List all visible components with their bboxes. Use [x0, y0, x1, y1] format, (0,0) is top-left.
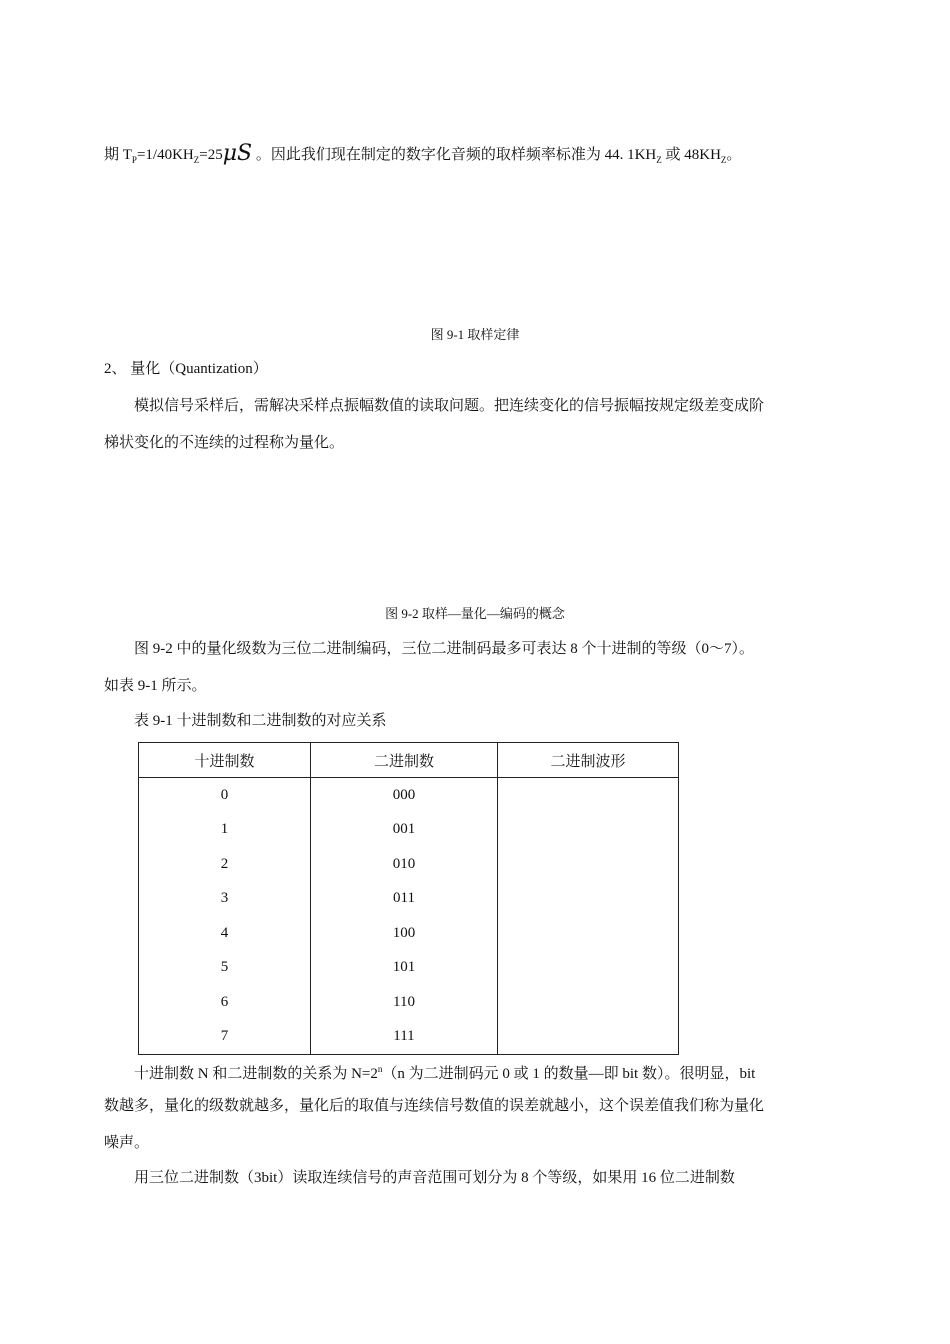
waveform-cell	[498, 985, 679, 1020]
text: 或 48KH	[661, 147, 721, 163]
levels-paragraph-line1: 图 9-2 中的量化级数为三位二进制编码，三位二进制码最多可表达 8 个十进制的等级（0～7）。	[134, 641, 754, 657]
decimal-cell: 7	[139, 1020, 311, 1055]
decimal-cell: 2	[139, 847, 311, 882]
binary-cell: 111	[311, 1020, 498, 1055]
waveform-cell	[498, 847, 679, 882]
levels-paragraph-line2: 如表 9-1 所示。	[104, 678, 207, 694]
relation-paragraph-line2: 数越多，量化的级数就越多，量化后的取值与连续信号数值的误差就越小，这个误差值我们称为量化	[104, 1098, 765, 1114]
decimal-cell: 5	[139, 951, 311, 986]
decimal-cell: 3	[139, 882, 311, 917]
binary-cell: 001	[311, 813, 498, 848]
table-row	[139, 847, 679, 882]
binary-cell: 110	[311, 985, 498, 1020]
text: 。因此我们现在制定的数字化音频的取样频率标准为 44. 1KH	[252, 147, 657, 163]
section-heading: 2、 量化（Quantization）	[104, 361, 268, 377]
sampling-period-line	[104, 141, 742, 170]
decimal-cell: 0	[139, 778, 311, 813]
subscript-p: P	[131, 155, 137, 165]
relation-paragraph-line1	[134, 1059, 755, 1084]
bits-paragraph-line1: 用三位二进制数（3bit）读取连续信号的声音范围可划分为 8 个等级，如果用 16 位二进制数	[134, 1170, 735, 1186]
table-row	[139, 951, 679, 986]
waveform-cell	[498, 1020, 679, 1055]
binary-cell: 000	[311, 778, 498, 813]
relation-paragraph-line3: 噪声。	[104, 1135, 150, 1151]
subscript-z: Z	[193, 155, 200, 165]
text: =1/40KH	[136, 147, 194, 163]
table-row	[139, 1020, 679, 1055]
superscript-n: n	[377, 1064, 383, 1074]
table-row	[139, 813, 679, 848]
text: =25	[199, 147, 223, 163]
waveform-cell	[498, 813, 679, 848]
decimal-cell: 4	[139, 916, 311, 951]
binary-cell: 101	[311, 951, 498, 986]
column-header: 二进制波形	[498, 743, 679, 778]
decimal-binary-table	[138, 742, 679, 1055]
figure-9-2-caption: 图 9-2 取样—量化—编码的概念	[385, 606, 565, 621]
text: 期 T	[104, 147, 132, 163]
column-header: 十进制数	[139, 743, 311, 778]
figure-9-1-caption: 图 9-1 取样定律	[430, 327, 520, 342]
decimal-cell: 1	[139, 813, 311, 848]
table-row	[139, 778, 679, 813]
binary-cell: 011	[311, 882, 498, 917]
subscript-z: Z	[656, 155, 662, 165]
waveform-cell	[498, 916, 679, 951]
binary-cell: 100	[311, 916, 498, 951]
table-row	[139, 916, 679, 951]
waveform-cell	[498, 778, 679, 813]
table-title: 表 9-1 十进制数和二进制数的对应关系	[134, 713, 387, 729]
text: 。	[726, 147, 742, 163]
table-row	[139, 985, 679, 1020]
table-row	[139, 882, 679, 917]
table-header-row	[139, 743, 679, 778]
quantization-paragraph-line1: 模拟信号采样后，需解决采样点振幅数值的读取问题。把连续变化的信号振幅按规定级差变成阶	[134, 398, 765, 414]
text: 十进制数 N 和二进制数的关系为 N=2	[134, 1066, 378, 1082]
microsecond-symbol: μS	[222, 141, 253, 166]
decimal-cell: 6	[139, 985, 311, 1020]
quantization-paragraph-line2: 梯状变化的不连续的过程称为量化。	[104, 435, 345, 451]
binary-cell: 010	[311, 847, 498, 882]
column-header: 二进制数	[311, 743, 498, 778]
waveform-cell	[498, 882, 679, 917]
subscript-z: Z	[720, 155, 727, 165]
text: （n 为二进制码元 0 或 1 的数量—即 bit 数）。很明显，bit	[382, 1066, 756, 1082]
waveform-cell	[498, 951, 679, 986]
